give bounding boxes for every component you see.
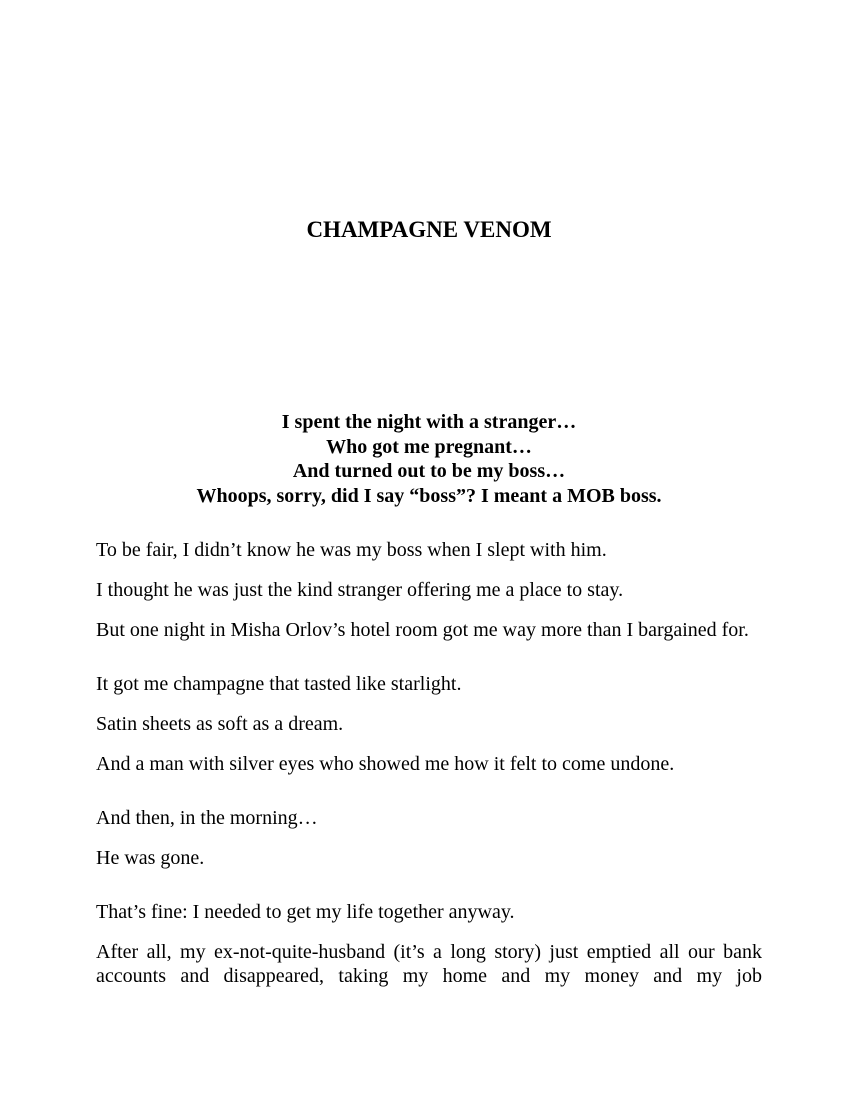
paragraph: It got me champagne that tasted like starlight. bbox=[96, 673, 462, 695]
tagline-line: Whoops, sorry, did I say “boss”? I meant a MOB boss. bbox=[196, 485, 662, 508]
paragraph: And a man with silver eyes who showed me how it felt to come undone. bbox=[96, 753, 675, 775]
tagline-line: I spent the night with a stranger… bbox=[281, 411, 577, 433]
paragraph: After all, my ex-not-quite-husband (it’s a long story) just emptied all our bank accounts and disappeared, taking my home and my money and my job bbox=[96, 941, 762, 987]
tagline-line: Who got me pregnant… bbox=[326, 435, 532, 458]
paragraph: And then, in the morning… bbox=[96, 807, 318, 829]
tagline-line: And turned out to be my boss… bbox=[292, 460, 566, 483]
paragraph: I thought he was just the kind stranger offering me a place to stay. bbox=[96, 579, 624, 601]
tagline-block bbox=[0, 410, 858, 509]
book-title: CHAMPAGNE VENOM bbox=[306, 217, 552, 242]
paragraph: Satin sheets as soft as a dream. bbox=[96, 713, 344, 735]
paragraph: But one night in Misha Orlov’s hotel room got me way more than I bargained for. bbox=[96, 619, 749, 641]
body-text bbox=[96, 538, 762, 1004]
paragraph: To be fair, I didn’t know he was my boss when I slept with him. bbox=[96, 539, 607, 561]
paragraph: That’s fine: I needed to get my life together anyway. bbox=[96, 901, 515, 923]
paragraph: He was gone. bbox=[96, 847, 205, 869]
